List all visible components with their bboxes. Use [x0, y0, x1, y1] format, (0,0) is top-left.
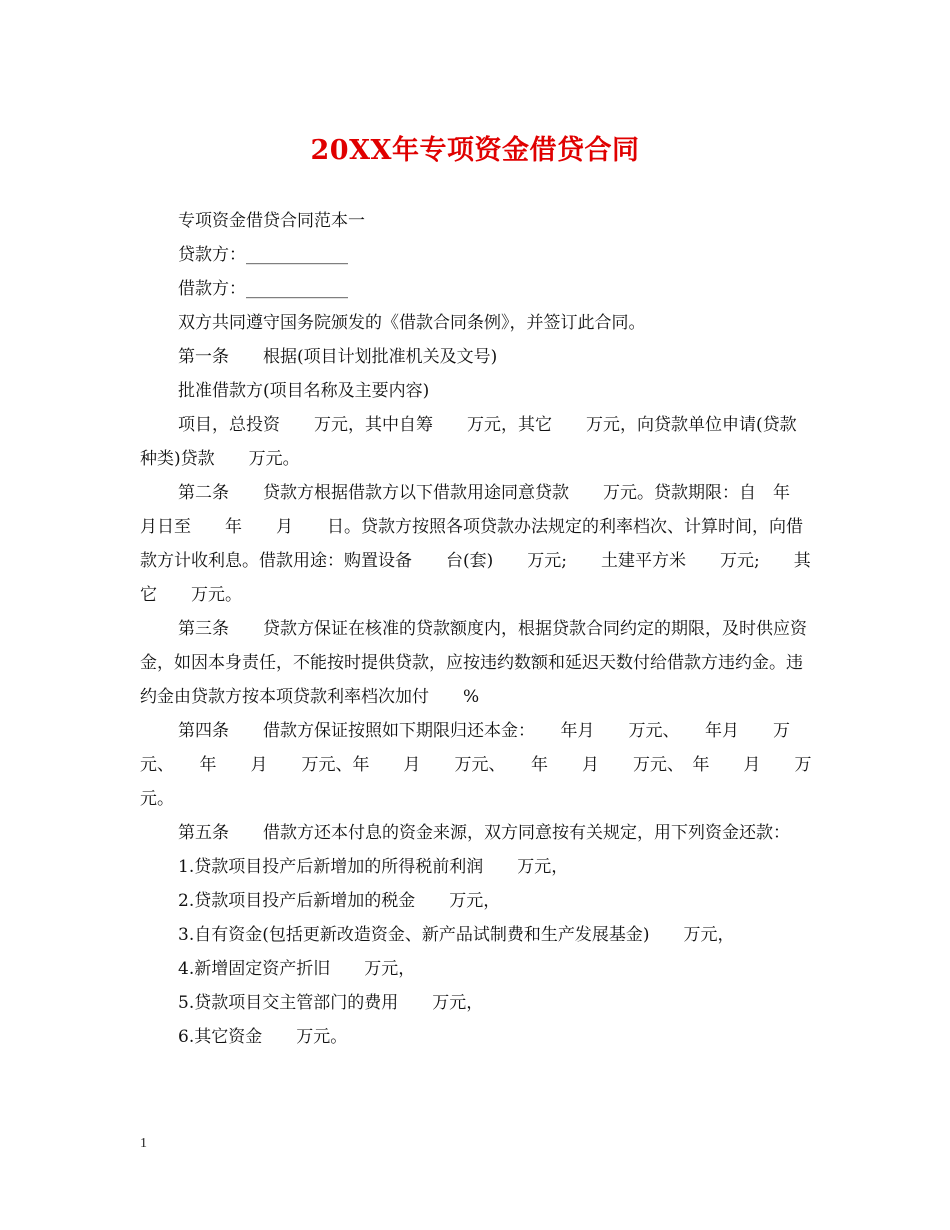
paragraph-article-4: 第四条 借款方保证按照如下期限归还本金： 年月 万元、 年月 万元、 年 月 万元、年 月 万元、 年 月 万元、 年 月 万元。	[140, 721, 812, 809]
paragraph-subtitle: 专项资金借贷合同范本一	[178, 211, 365, 231]
document-title: 20XX年专项资金借贷合同	[310, 135, 640, 166]
paragraph-article-5: 第五条 借款方还本付息的资金来源，双方同意按有关规定，用下列资金还款：	[178, 823, 790, 843]
list-item: 6.其它资金 万元。	[178, 1027, 348, 1047]
document-body	[140, 204, 824, 1054]
paragraph-approval: 批准借款方(项目名称及主要内容)	[178, 381, 430, 401]
list-item: 5.贷款项目交主管部门的费用 万元，	[178, 993, 484, 1013]
paragraph-article-2: 第二条 贷款方根据借款方以下借款用途同意贷款 万元。贷款期限：自 年 月日至 年 月 日。贷款方按照各项贷款办法规定的利率档次、计算时间，向借款方计收利息。借款用途：购置设备 台(套) 万元; 土建平方米 万元; 其它 万元。	[140, 483, 824, 605]
paragraph-preamble: 双方共同遵守国务院颁发的《借款合同条例》，并签订此合同。	[178, 313, 646, 333]
paragraph-article-3: 第三条 贷款方保证在核准的贷款额度内，根据贷款合同约定的期限，及时供应资金，如因本身责任，不能按时提供贷款，应按违约数额和延迟天数付给借款方违约金。违约金由贷款方按本项贷款利率档次加付 %	[140, 619, 807, 707]
list-item: 4.新增固定资产折旧 万元，	[178, 959, 416, 979]
page-number: 1	[140, 1136, 147, 1151]
paragraph-lender: 贷款方：____________	[178, 245, 348, 265]
list-item: 1.贷款项目投产后新增加的所得税前利润 万元，	[178, 857, 569, 877]
list-item: 2.贷款项目投产后新增加的税金 万元，	[178, 891, 501, 911]
list-item: 3.自有资金(包括更新改造资金、新产品试制费和生产发展基金) 万元，	[178, 925, 735, 945]
paragraph-project: 项目，总投资 万元，其中自筹 万元，其它 万元，向贷款单位申请(贷款种类)贷款 万元。	[140, 415, 797, 469]
paragraph-borrower: 借款方：____________	[178, 279, 348, 299]
paragraph-article-1: 第一条 根据(项目计划批准机关及文号)	[178, 347, 498, 367]
